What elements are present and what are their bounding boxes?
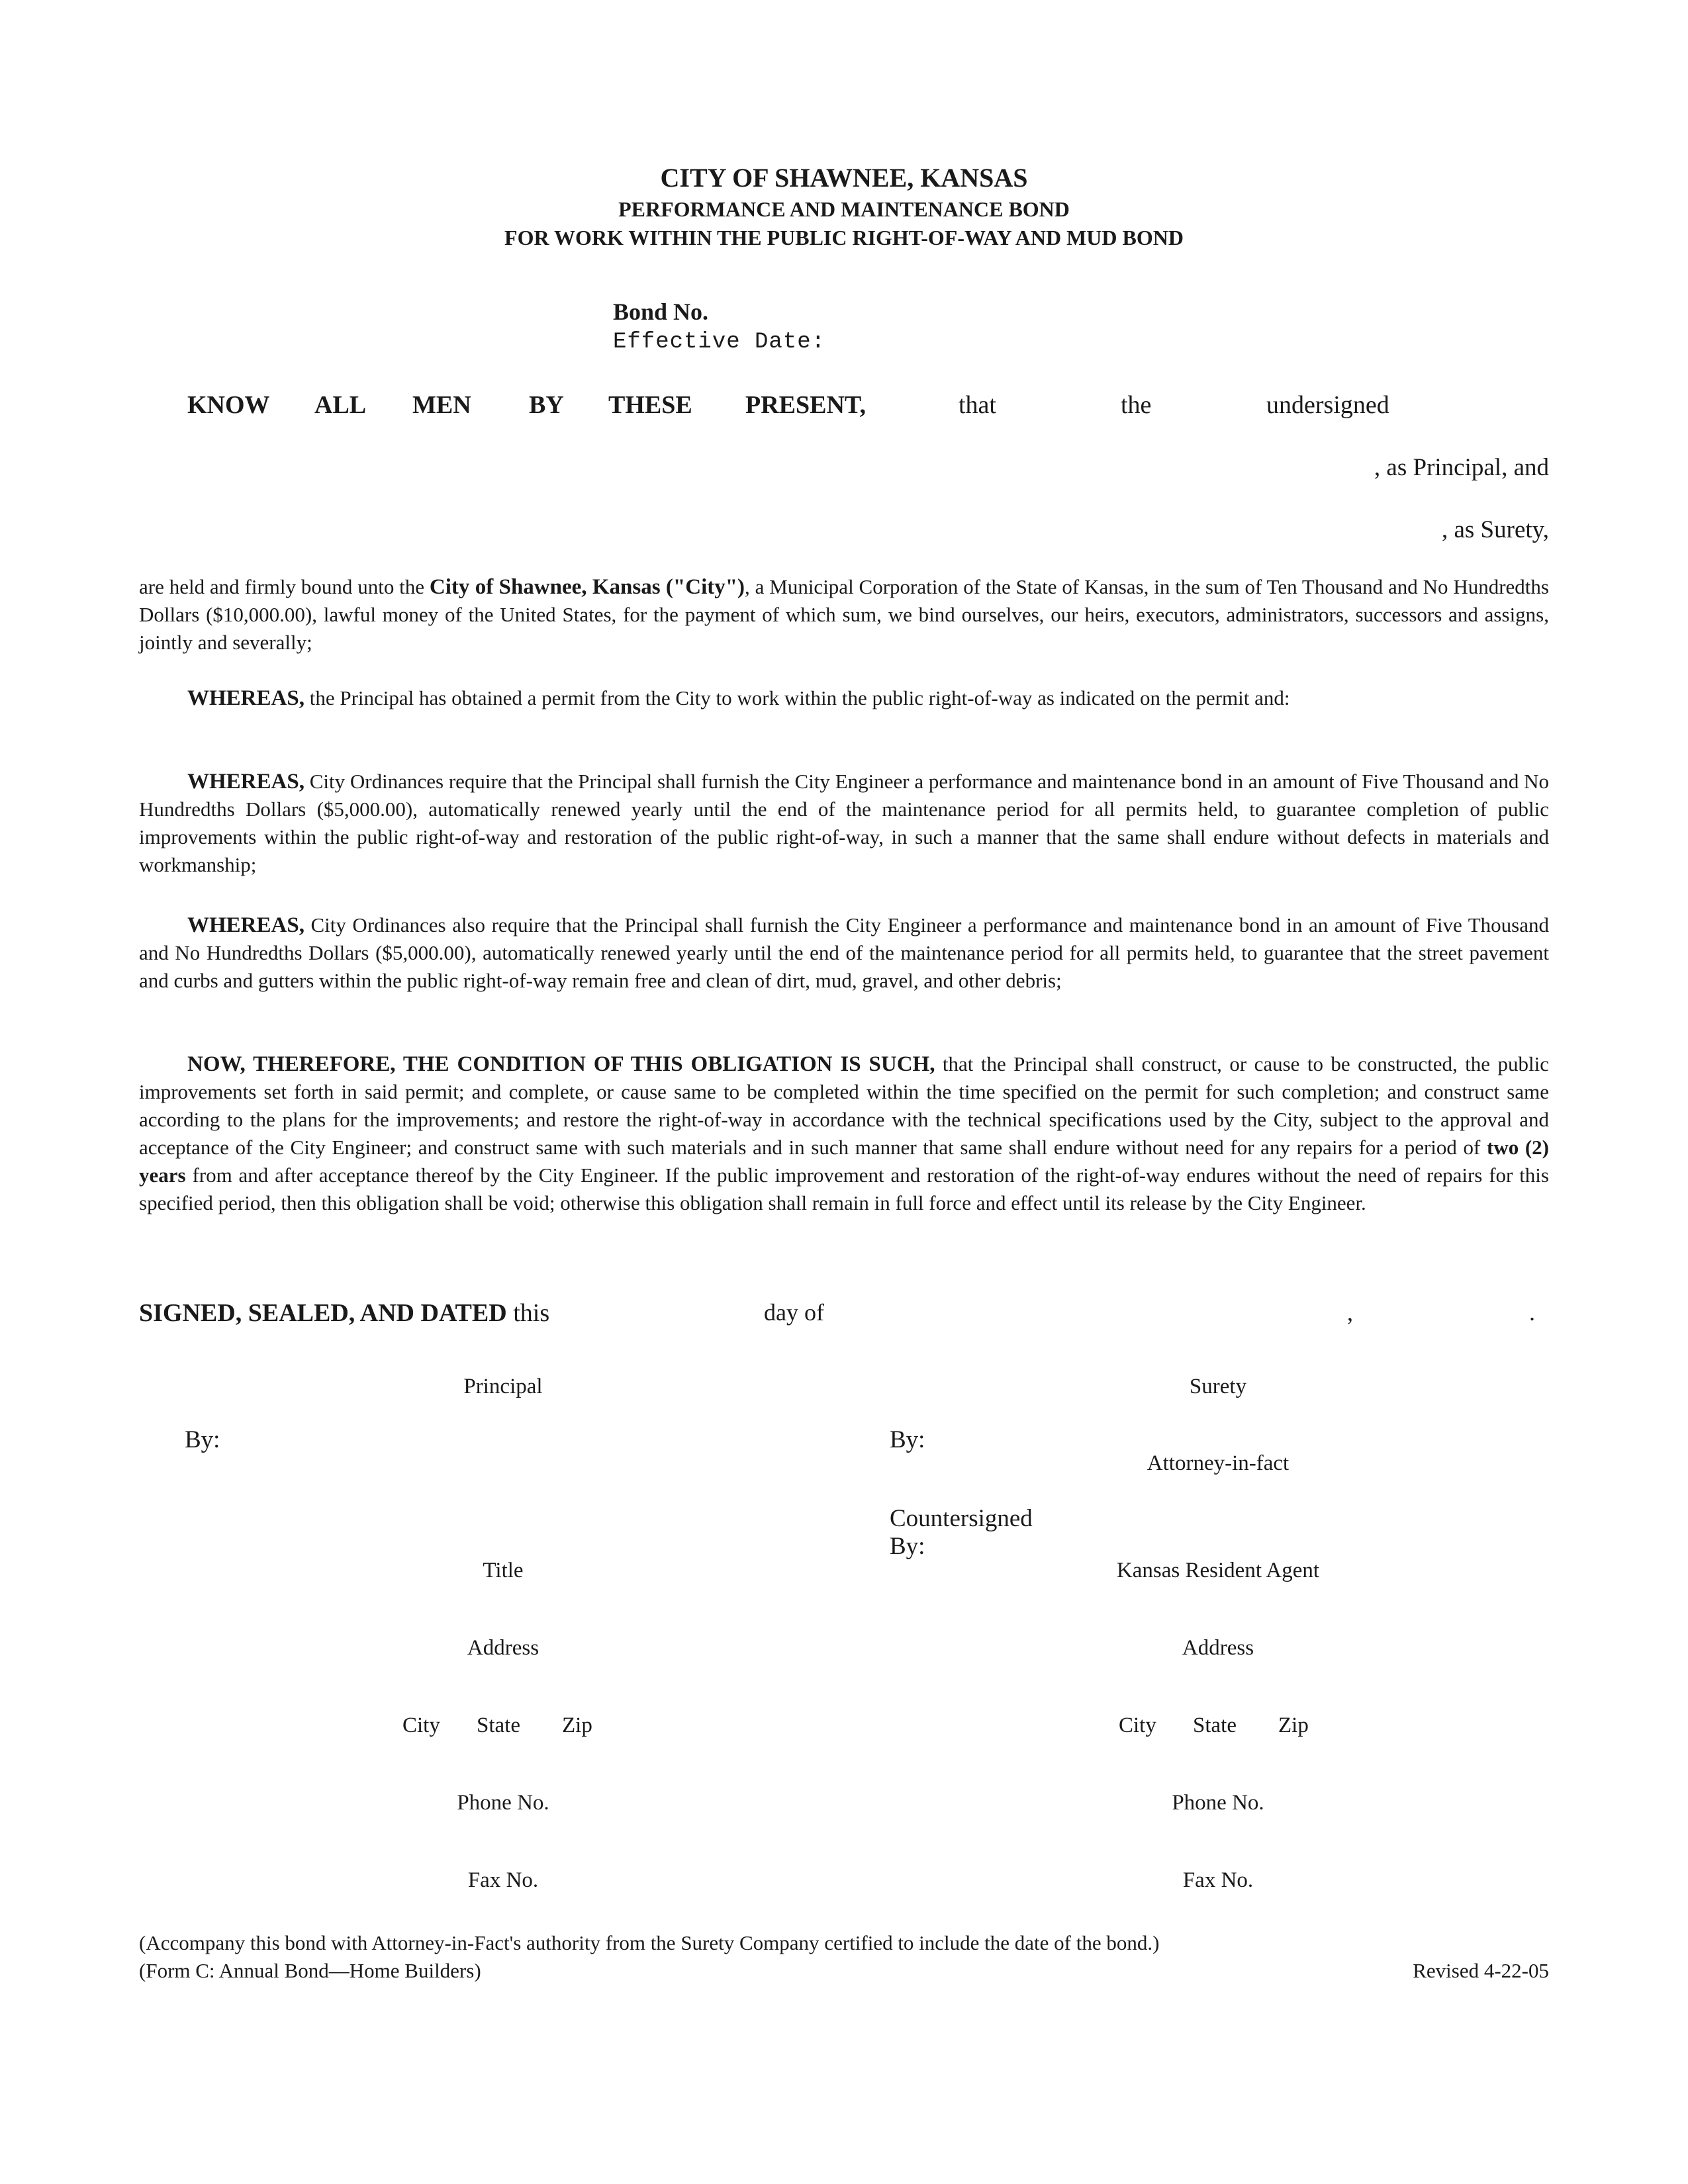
document-subtitle-1: PERFORMANCE AND MAINTENANCE BOND bbox=[618, 197, 1070, 221]
kansas-resident-agent-label: Kansas Resident Agent bbox=[1116, 1559, 1320, 1582]
whereas-label: WHEREAS, bbox=[187, 770, 305, 794]
surety-address-label: Address bbox=[1182, 1636, 1254, 1660]
know-word-4: BY bbox=[529, 391, 564, 419]
binding-text-a: are held and firmly bound unto the bbox=[139, 575, 430, 598]
whereas-label: WHEREAS, bbox=[187, 686, 305, 710]
signed-label: SIGNED, SEALED, AND DATED bbox=[139, 1299, 507, 1327]
revision-date: Revised 4-22-05 bbox=[1413, 1959, 1549, 1982]
surety-phone-label: Phone No. bbox=[1172, 1791, 1264, 1815]
principal-state-label: State bbox=[477, 1713, 520, 1737]
surety-zip-label: Zip bbox=[1278, 1713, 1309, 1737]
condition-text-b: from and after acceptance thereof by the City Engineer. If the public improvement and restoration of the right-of-way endures without the need of repairs for this specified period, then this obligation shall be void; otherwise this obligation shall remain in full force and effect until its release by the City Engineer. bbox=[139, 1163, 1549, 1214]
principal-zip-label: Zip bbox=[562, 1713, 592, 1737]
document-title: CITY OF SHAWNEE, KANSAS bbox=[660, 163, 1028, 193]
attorney-in-fact-label: Attorney-in-fact bbox=[1147, 1451, 1289, 1475]
binding-text-b: , a Municipal Corporation of the State of Kansas, in the sum of Ten Thousand and No Hundredths Dollars ($10,000.00), lawful money of the United States, for the payment of which sum, we bind ourselves, our heirs, executors, administrators, successors and assigns, jointly and severally; bbox=[139, 575, 1549, 654]
countersigned-by-label: By: bbox=[890, 1533, 925, 1560]
form-identifier: (Form C: Annual Bond—Home Builders) bbox=[139, 1959, 481, 1982]
know-word-9: undersigned bbox=[1266, 391, 1389, 419]
signed-sealed-dated-line bbox=[139, 1298, 549, 1328]
principal-city-label: City bbox=[402, 1713, 440, 1737]
know-word-1: KNOW bbox=[187, 391, 270, 419]
document-subtitle-2: FOR WORK WITHIN THE PUBLIC RIGHT-OF-WAY AND MUD BOND bbox=[504, 226, 1184, 250]
two-years-bold: two (2) years bbox=[139, 1136, 1549, 1187]
surety-by-label: By: bbox=[890, 1426, 925, 1453]
whereas-text: City Ordinances also require that the Principal shall furnish the City Engineer a performance and maintenance bond in an amount of Five Thousand and No Hundredths Dollars ($5,000.00), automatically renewed yearly until the end of the maintenance period for all permits held, to guarantee that the street pavement and curbs and gutters within the public right-of-way remain free and clean of dirt, mud, gravel, and other debris; bbox=[139, 913, 1549, 992]
condition-paragraph bbox=[139, 1050, 1549, 1217]
surety-fax-label: Fax No. bbox=[1182, 1868, 1254, 1892]
know-word-5: THESE bbox=[608, 391, 692, 419]
whereas-text: the Principal has obtained a permit from the City to work within the public right-of-way as indicated on the permit and: bbox=[304, 686, 1290, 709]
principal-by-label: By: bbox=[185, 1426, 220, 1453]
surety-party-line: , as Surety, bbox=[1441, 516, 1549, 543]
principal-party-line: , as Principal, and bbox=[1374, 454, 1549, 481]
know-word-3: MEN bbox=[412, 391, 471, 419]
signed-this: this bbox=[506, 1299, 550, 1327]
principal-fax-label: Fax No. bbox=[467, 1868, 539, 1892]
whereas-paragraph-2 bbox=[139, 768, 1549, 879]
know-word-7: that bbox=[959, 391, 996, 419]
know-word-8: the bbox=[1121, 391, 1152, 419]
bond-number-label: Bond No. bbox=[613, 298, 709, 325]
know-word-6: PRESENT, bbox=[745, 391, 866, 419]
city-name-bold: City of Shawnee, Kansas ("City") bbox=[429, 575, 745, 599]
day-of-label: day of bbox=[764, 1299, 824, 1326]
attorney-authority-note: (Accompany this bond with Attorney-in-Fact's authority from the Surety Company certified to include the date of the bond.) bbox=[139, 1931, 1160, 1954]
principal-address-label: Address bbox=[467, 1636, 539, 1660]
effective-date-label: Effective Date: bbox=[613, 330, 826, 355]
surety-label: Surety bbox=[1189, 1375, 1247, 1398]
principal-label: Principal bbox=[463, 1375, 543, 1398]
binding-paragraph bbox=[139, 573, 1549, 657]
date-period: . bbox=[1529, 1299, 1535, 1326]
surety-city-label: City bbox=[1119, 1713, 1156, 1737]
whereas-label: WHEREAS, bbox=[187, 913, 305, 937]
date-comma: , bbox=[1347, 1299, 1353, 1326]
know-word-2: ALL bbox=[314, 391, 367, 419]
whereas-paragraph-3 bbox=[139, 911, 1549, 995]
condition-text-a: that the Principal shall construct, or cause to be constructed, the public improvements set forth in said permit; and complete, or cause same to be completed within the time specified on the permit for such completion; and construct same according to the plans for the improvements; and restore the right-of-way in accordance with the technical specifications used by the City, subject to the approval and acceptance of the City Engineer; and construct same with such materials and in such manner that same shall endure without need for any repairs for a period of bbox=[139, 1052, 1549, 1159]
title-label: Title bbox=[483, 1559, 524, 1582]
surety-state-label: State bbox=[1193, 1713, 1237, 1737]
principal-phone-label: Phone No. bbox=[457, 1791, 549, 1815]
condition-label: NOW, THEREFORE, THE CONDITION OF THIS OBLIGATION IS SUCH, bbox=[187, 1052, 935, 1076]
whereas-paragraph-1 bbox=[139, 684, 1549, 712]
countersigned-label: Countersigned bbox=[890, 1505, 1033, 1532]
whereas-text: City Ordinances require that the Principal shall furnish the City Engineer a performance and maintenance bond in an amount of Five Thousand and No Hundredths Dollars ($5,000.00), automatically renewed yearly until the end of the maintenance period for all permits held, to guarantee completion of public improvements within the public right-of-way and restoration of the public right-of-way, in such a manner that the same shall endure without defects in materials and workmanship; bbox=[139, 770, 1549, 876]
